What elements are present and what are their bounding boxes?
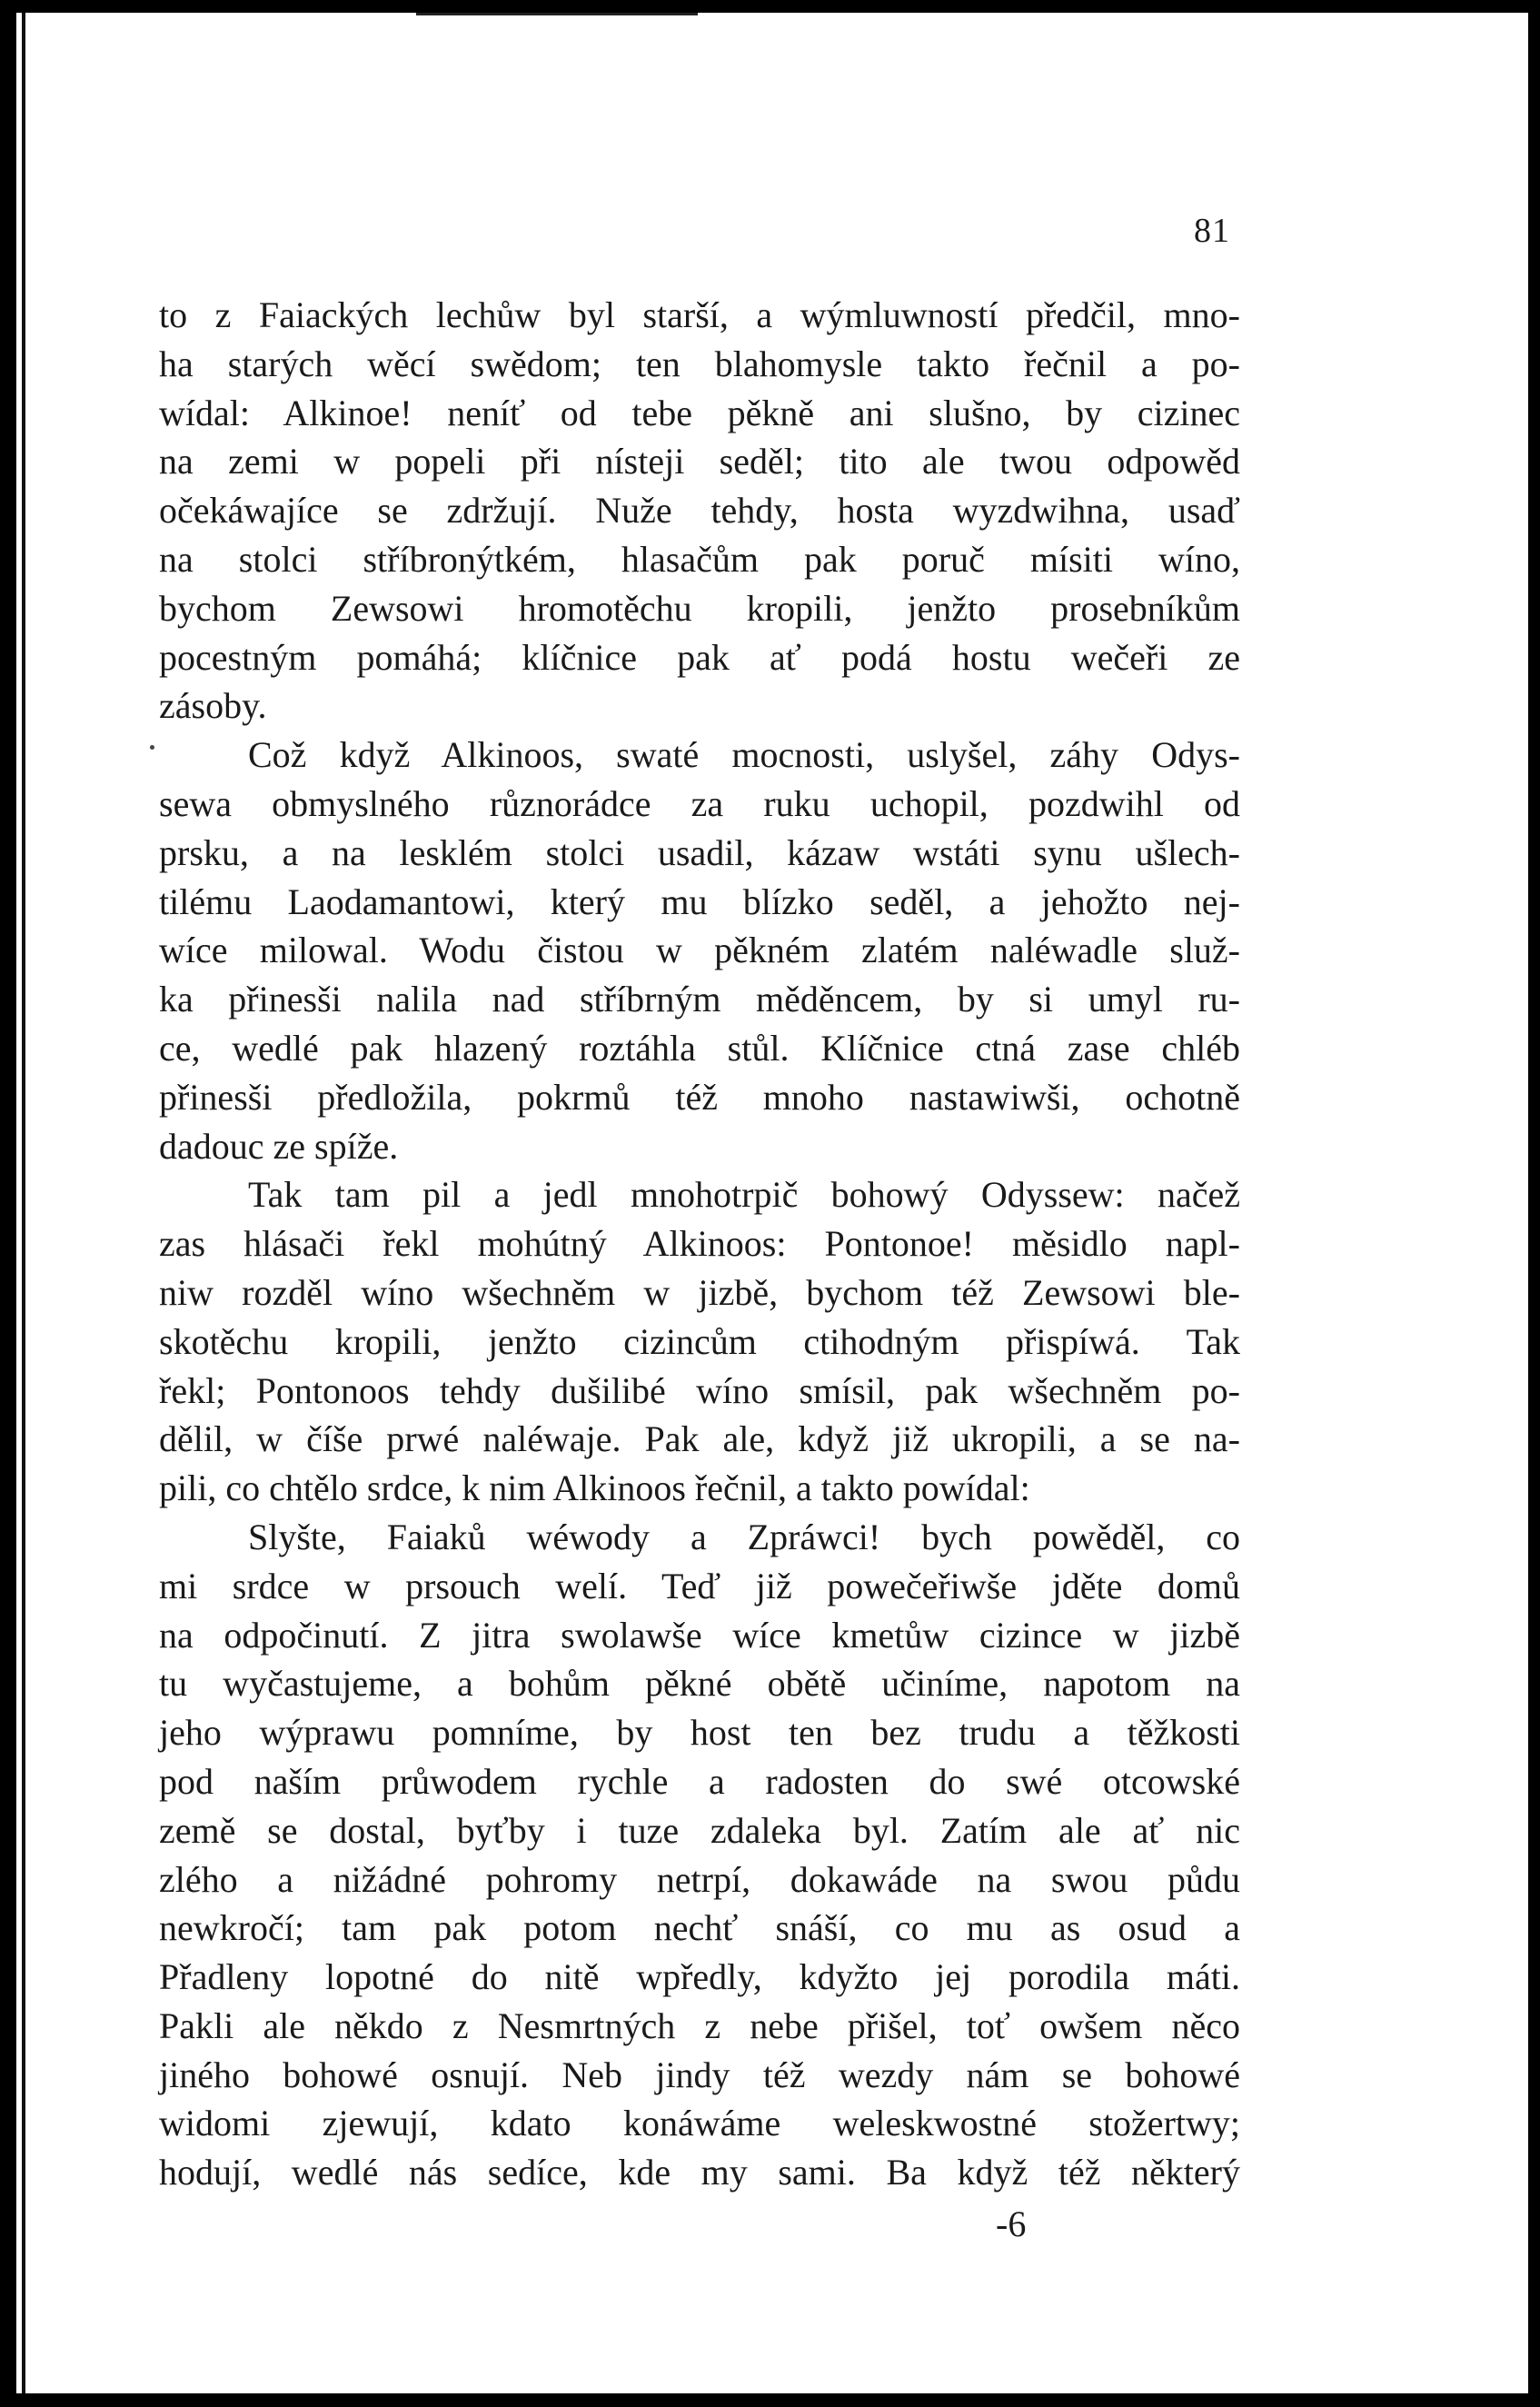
text-line: tu wyčastujeme, a bohům pěkné obětě učiníme, napotom na [159,1663,1240,1705]
text-line: pili, co chtělo srdce, k nim Alkinoos řečnil, a takto powídal: [159,1467,1030,1509]
text-line: zásoby. [159,685,267,727]
page-edge-rule [22,13,25,2393]
text-line: mi srdce w prsouch welí. Teď již powečeřiwše jděte domů [159,1565,1240,1606]
page-number: 81 [1194,212,1230,250]
text-line: tilému Laodamantowi, který mu blízko seděl, a jehožto nej- [159,880,1240,922]
text-line: řekl; Pontonoos tehdy dušilibé wíno smísil, pak wšechněm po- [159,1369,1240,1411]
text-line: země se dostal, byťby i tuze zdaleka byl. Zatím ale ať nic [159,1809,1240,1851]
text-line: wíce milowal. Wodu čistou w pěkném zlatém naléwadle služ- [159,930,1240,971]
text-line: prsku, a na lesklém stolci usadil, kázaw wstáti synu ušlech- [159,831,1240,873]
text-line: bychom Zewsowi hromotěchu kropili, jenžto prosebníkům [159,587,1240,629]
text-line: Přadleny lopotné do nitě wpředly, kdyžto jej porodila máti. [159,1956,1240,1998]
text-line: pocestným pomáhá; klíčnice pak ať podá hostu wečeři ze [159,636,1240,678]
text-line: widomi zjewují, kdato konáwáme weleskwostné stožertwy; [159,2103,1240,2144]
text-line: Tak tam pil a jedl mnohotrpič bohowý Odyssew: načež [248,1174,1240,1216]
text-line: zlého a nižádné pohromy netrpí, dokawáde na swou půdu [159,1858,1240,1900]
text-line: jiného bohowé osnují. Neb jindy též wezdy nám se bohowé [159,2054,1240,2095]
text-line: hodují, wedlé nás sedíce, kde my sami. Ba když též některý [159,2152,1240,2193]
text-line: ha starých wěcí swědom; ten blahomysle takto řečnil a po- [159,343,1240,384]
text-line: Pakli ale někdo z Nesmrtných z nebe přišel, toť owšem něco [159,2004,1240,2046]
book-page [16,13,1528,2393]
text-line: Slyšte, Faiaků wéwody a Zpráwci! bych powěděl, co [248,1516,1240,1557]
text-line: Což když Alkinoos, swaté mocnosti, uslyšel, záhy Odys- [248,734,1240,776]
text-line: to z Faiackých lechůw byl starší, a wýmluwností předčil, mno- [159,294,1240,335]
text-line: dělil, w číše prwé naléwaje. Pak ale, když již ukropili, a se na- [159,1418,1240,1460]
body-text [159,291,1240,2197]
text-line: přinesši předložila, pokrmů též mnoho nastawiwši, ochotně [159,1076,1240,1118]
text-line: pod naším průwodem rychle a radosten do swé otcowské [159,1760,1240,1802]
text-line: na zemi w popeli při nísteji seděl; tito ale twou odpowěd [159,441,1240,482]
top-scan-mark [416,13,698,15]
text-line: na odpočinutí. Z jitra swolawše wíce kmetůw cizince w jizbě [159,1614,1240,1656]
signature-number: 6 [1008,2203,1027,2244]
text-line: jeho wýprawu pomníme, by host ten bez trudu a těžkosti [159,1712,1240,1754]
text-line: wídal: Alkinoe! neníť od tebe pěkně ani slušno, by cizinec [159,392,1240,433]
text-line: na stolci stříbronýtkém, hlasačům pak poruč mísiti wíno, [159,538,1240,580]
text-line: dadouc ze spíže. [159,1125,399,1167]
text-line: ka přinesši nalila nad stříbrným měděncem, by si umyl ru- [159,979,1240,1020]
ink-speck [150,745,154,750]
signature-mark: -6 [996,2203,1027,2244]
text-line: skotěchu kropili, jenžto cizincům ctihodným přispíwá. Tak [159,1320,1240,1362]
text-line: sewa obmyslného různorádce za ruku uchopil, pozdwihl od [159,782,1240,824]
text-line: očekáwajíce se zdržují. Nuže tehdy, hosta wyzdwihna, usaď [159,490,1240,532]
text-line: zas hlásači řekl mohútný Alkinoos: Pontonoe! měsidlo napl- [159,1223,1240,1265]
text-line: niw rozděl wíno wšechněm w jizbě, bychom též Zewsowi ble- [159,1271,1240,1313]
text-line: ce, wedlé pak hlazený roztáhla stůl. Klíčnice ctná zase chléb [159,1027,1240,1069]
text-line: newkročí; tam pak potom nechť snáší, co mu as osud a [159,1907,1240,1949]
